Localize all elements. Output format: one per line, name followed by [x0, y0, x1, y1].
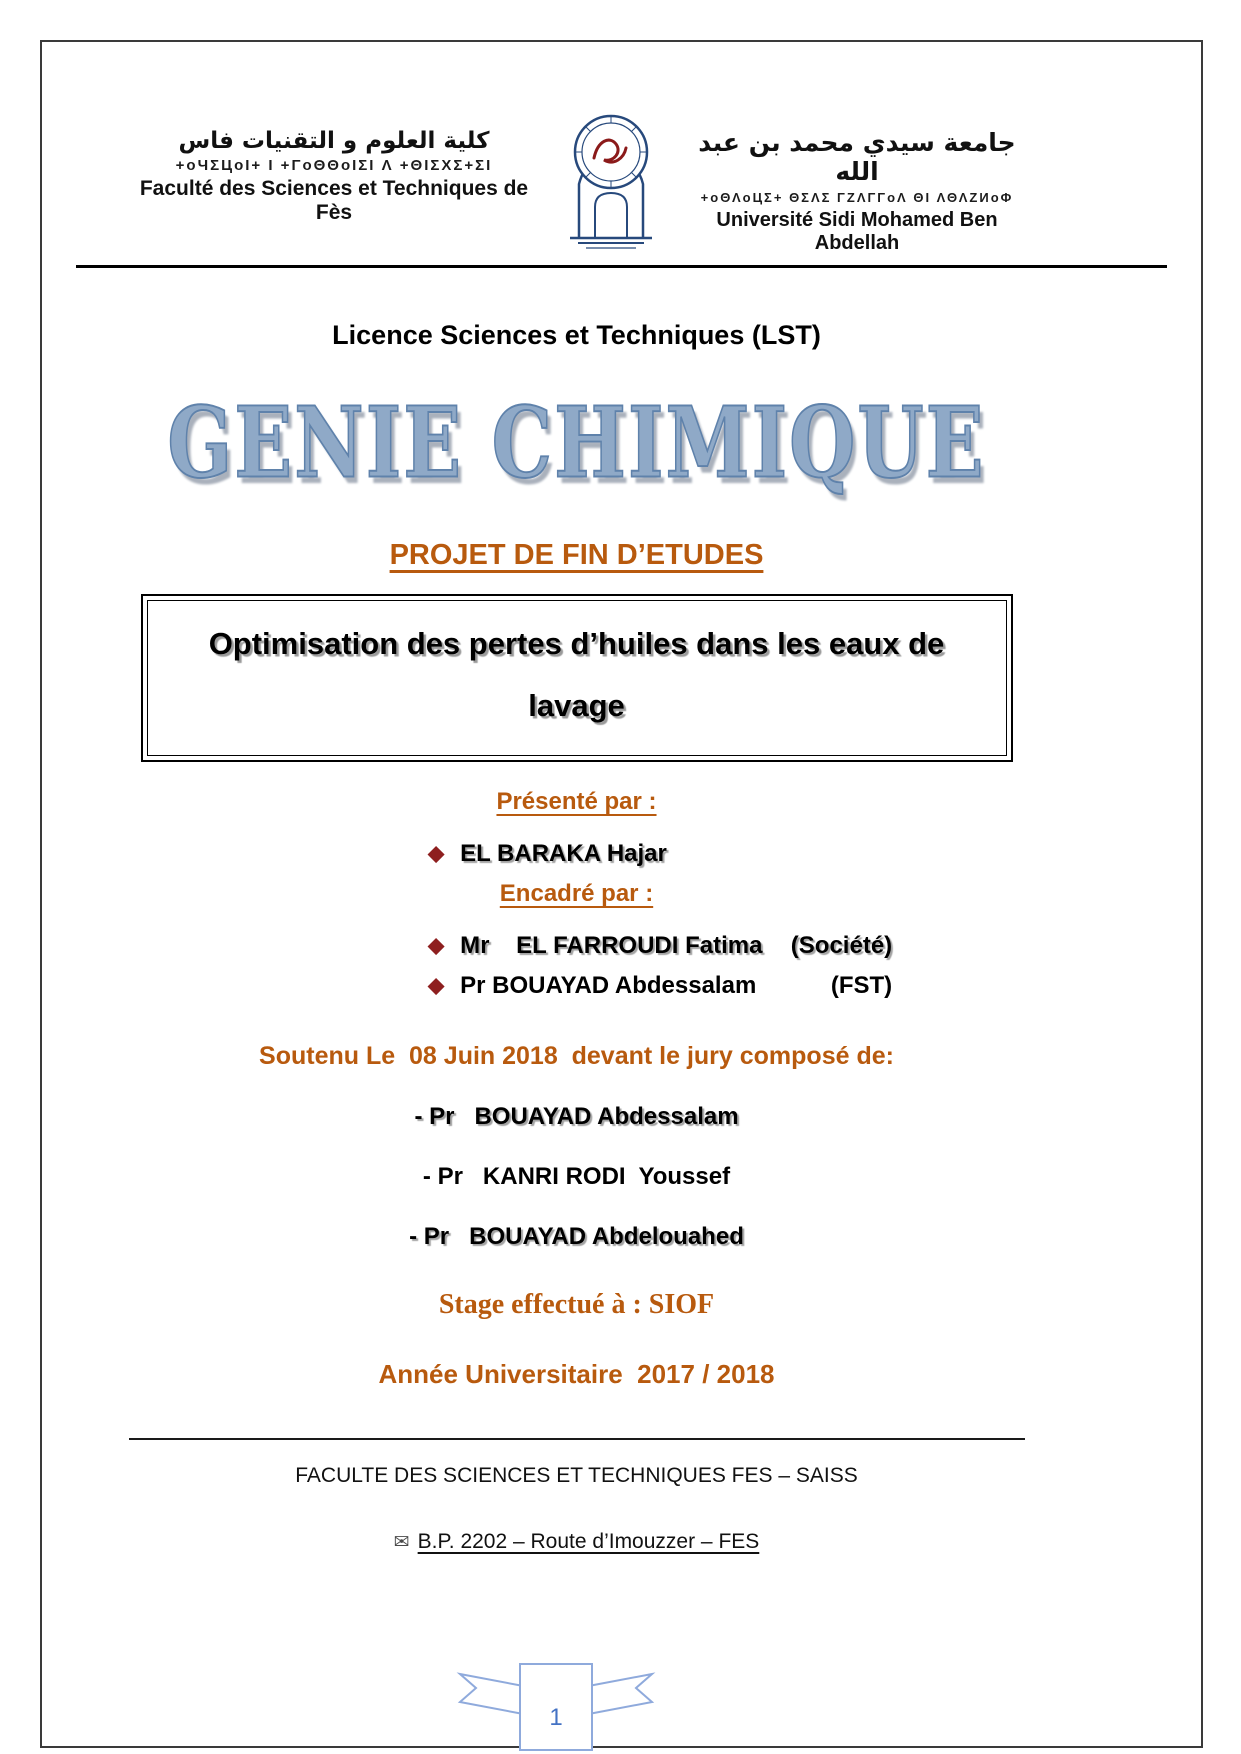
footer-address-text: B.P. 2202 – Route d’Imouzzer – FES [417, 1529, 760, 1553]
student-name: EL BARAKA Hajar [460, 839, 667, 867]
header [128, 128, 1201, 255]
academic-year: Année Universitaire 2017 / 2018 [378, 1358, 775, 1389]
page-number-ribbon [456, 1658, 656, 1754]
university-name-tifinagh: +oΘΛoЦΣ+ ΘΣΛΣ ΓΖΛΓΓoΛ ΘI ΛΘΛΖИoΦ [700, 190, 1014, 205]
jury-member: - Pr BOUAYAD Abdessalam [414, 1102, 739, 1130]
footer-address-line [52, 1530, 1101, 1554]
faculty-name-tifinagh: +oЧΣЦoI+ I +ΓoΘΘoIΣI Λ +ΘIΣΧΣ+ΣI [175, 157, 493, 174]
presented-by-label: Présenté par : [496, 787, 657, 815]
supervised-by-label: Encadré par : [499, 879, 654, 907]
supervisor-name: Mr EL FARROUDI Fatima [460, 931, 763, 959]
university-name-arabic: جامعة سيدي محمد بن عبد الله [698, 128, 1016, 186]
university-block [682, 128, 1032, 255]
list-item [428, 840, 1101, 868]
field-title-wrap [52, 377, 1101, 509]
thesis-title: Optimisation des pertes d’huiles dans les eaux de lavage [208, 625, 945, 723]
page-border [40, 40, 1203, 1748]
faculty-name-latin: Faculté des Sciences et Techniques de Fès [139, 177, 529, 224]
list-item [428, 932, 1101, 960]
report-type-title: PROJET DE FIN D’ETUDES [389, 538, 764, 571]
university-logo-icon [556, 110, 666, 255]
footer-divider [129, 1438, 1025, 1440]
program-title: Licence Sciences et Techniques (LST) [332, 319, 821, 350]
thesis-title-box-inner [147, 600, 1007, 756]
field-title: GENIE CHIMIQUE [167, 385, 986, 500]
supervisor-name: Pr BOUAYAD Abdessalam [460, 971, 757, 999]
header-divider [76, 265, 1167, 268]
cover-content [42, 320, 1201, 1390]
supervisor-affiliation: (FST) [830, 971, 893, 999]
footer-faculty-line: FACULTE DES SCIENCES ET TECHNIQUES FES – SAISS [295, 1463, 858, 1487]
diamond-bullet-icon: ◆ [428, 974, 445, 997]
jury-member: - Pr KANRI RODI Youssef [422, 1162, 731, 1190]
supervisor-affiliation: (Société) [790, 931, 893, 959]
footer [42, 1438, 1201, 1554]
supervisor-row [460, 972, 892, 1000]
supervisors-list [428, 932, 1101, 1000]
page-number: 1 [549, 1704, 563, 1731]
diamond-bullet-icon: ◆ [428, 842, 445, 865]
jury-member: - Pr BOUAYAD Abdelouahed [409, 1222, 744, 1250]
thesis-title-box [141, 594, 1013, 762]
envelope-icon: ✉ [393, 1530, 410, 1553]
university-name-latin: Université Sidi Mohamed Ben Abdellah [716, 209, 998, 254]
internship-line: Stage effectué à : SIOF [438, 1288, 715, 1320]
faculty-name-arabic: كلية العلوم و التقنيات فاس [178, 128, 490, 154]
defense-line: Soutenu Le 08 Juin 2018 devant le jury composé de: [259, 1041, 894, 1070]
presented-by-list [428, 840, 1101, 868]
list-item [428, 972, 1101, 1000]
faculty-block [128, 128, 540, 225]
jury-list [52, 1103, 1101, 1251]
diamond-bullet-icon: ◆ [428, 934, 445, 957]
supervisor-row [460, 932, 892, 960]
